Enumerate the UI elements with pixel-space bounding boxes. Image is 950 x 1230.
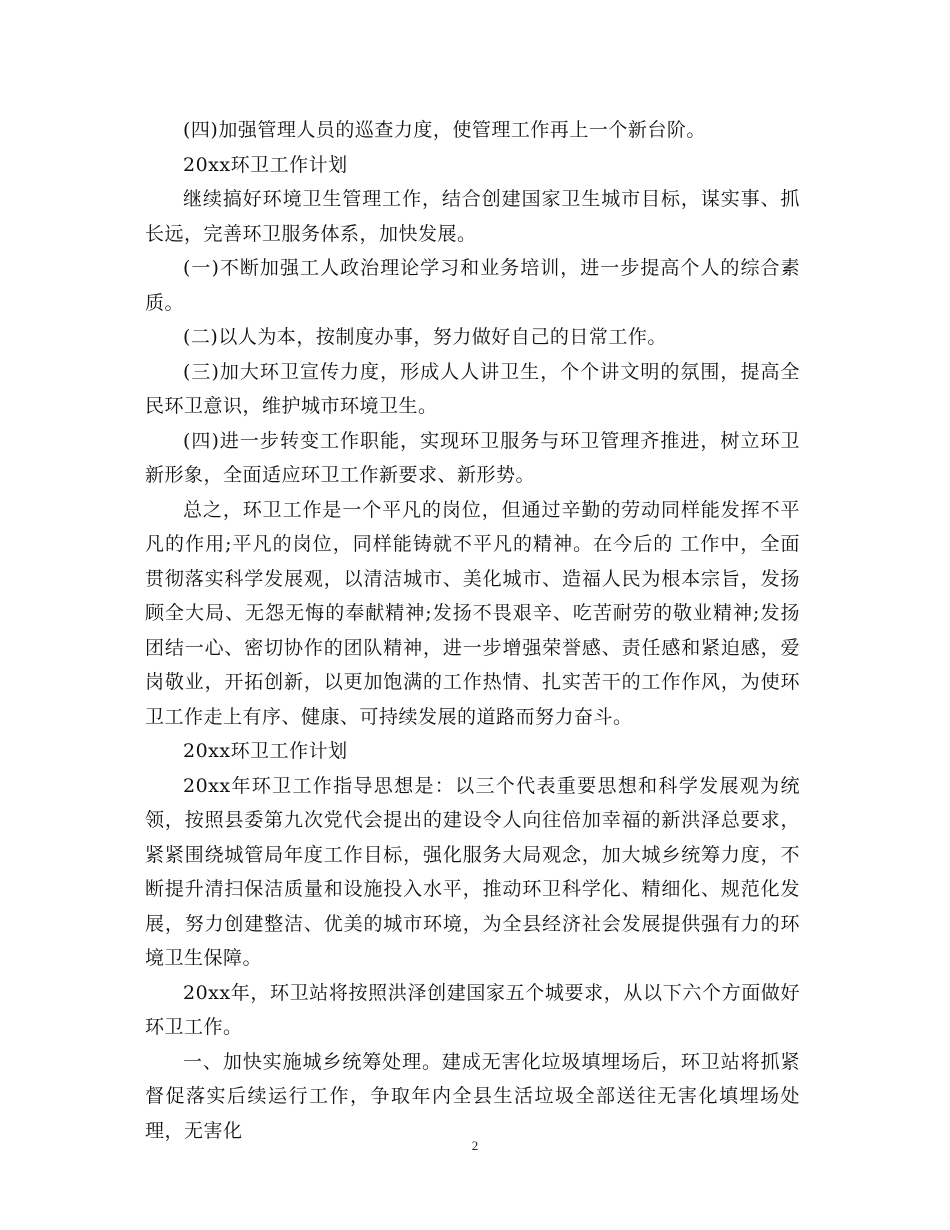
section-heading-plan: 20xx环卫工作计划 <box>183 153 348 176</box>
paragraph-guiding-thought: 20xx年环卫工作指导思想是：以三个代表重要思想和科学发展观为统领，按照县委第九次党代会提出的建设令人向往倍加幸福的新洪泽总要求，紧紧围绕城管局年度工作目标，强化服务大局观念，加大城乡统筹力度，不断提升清扫保洁质量和设施投入水平，推动环卫科学化、精细化、规范化发展，努力创建整洁、优美的城市环境，为全县经济社会发展提供强有力的环境卫生保障。 <box>145 774 800 969</box>
paragraph-inspection: (四)加强管理人员的巡查力度，使管理工作再上一个新台阶。 <box>183 119 706 141</box>
paragraph-item-2: (二)以人为本，按制度办事，努力做好自己的日常工作。 <box>183 326 667 348</box>
paragraph-item-1: (一)不断加强工人政治理论学习和业务培训，进一步提高个人的综合素质。 <box>145 257 800 314</box>
paragraph-point-1: 一、加快实施城乡统筹处理。建成无害化垃圾填埋场后，环卫站将抓紧督促落实后续运行工作，争取年内全县生活垃圾全部送往无害化填埋场处理，无害化 <box>145 1050 800 1142</box>
paragraph-item-3: (三)加大环卫宣传力度，形成人人讲卫生，个个讲文明的氛围，提高全民环卫意识，维护城市环境卫生。 <box>145 360 800 417</box>
section-heading-plan-2: 20xx环卫工作计划 <box>183 740 348 762</box>
paragraph-intro: 继续搞好环境卫生管理工作，结合创建国家卫生城市目标，谋实事、抓长远，完善环卫服务体系，加快发展。 <box>145 188 800 245</box>
page-number: 2 <box>471 1138 479 1153</box>
paragraph-item-4: (四)进一步转变工作职能，实现环卫服务与环卫管理齐推进，树立环卫新形象，全面适应环卫工作新要求、新形势。 <box>145 429 800 486</box>
paragraph-six-aspects: 20xx年，环卫站将按照洪泽创建国家五个城要求，从以下六个方面做好环卫工作。 <box>145 981 800 1038</box>
paragraph-summary: 总之，环卫工作是一个平凡的岗位，但通过辛勤的劳动同样能发挥不平凡的作用;平凡的岗位，同样能铸就不平凡的精神。在今后的 工作中，全面贯彻落实科学发展观，以清洁城市、美化城市、造福人民为根本宗旨，发扬顾全大局、无怨无悔的奉献精神;发扬不畏艰辛、吃苦耐劳的敬业精神;发扬团结一心、密切协作的团队精神，进一步增强荣誉感、责任感和紧迫感，爱岗敬业，开拓创新，以更加饱满的工作热情、扎实苦干的工作作风，为使环卫工作走上有序、健康、可持续发展的道路而努力奋斗。 <box>145 498 800 728</box>
document-body <box>145 113 800 1148</box>
